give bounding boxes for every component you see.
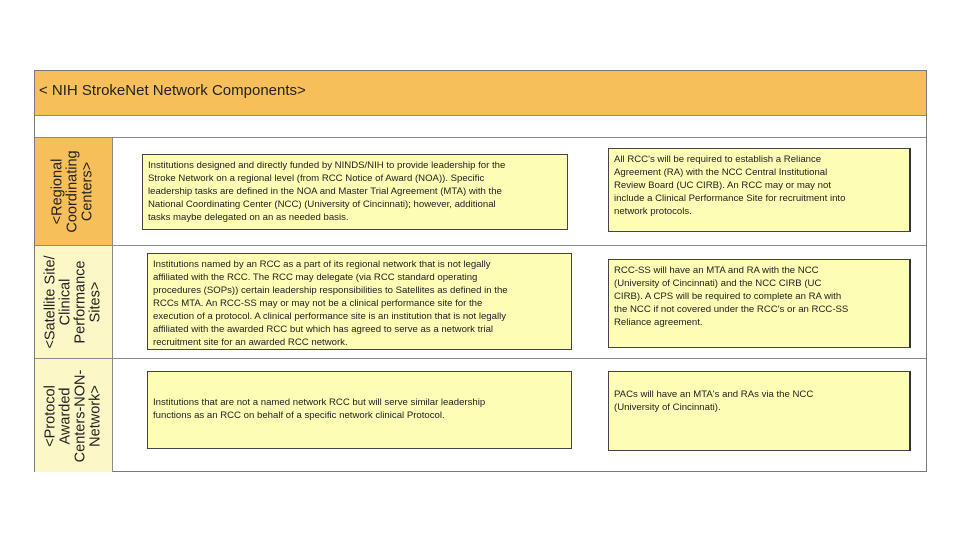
side-header-regional — [35, 138, 113, 245]
side-label-line: Performance — [72, 260, 89, 344]
side-label-line: Awarded — [57, 387, 74, 444]
side-label — [44, 255, 104, 348]
description-box: Institutions that are not a named network RCC but will serve similar leadership functions as an RCC on behalf of a specific network clinical Protocol. — [147, 371, 572, 449]
row-satellite-sites — [35, 246, 926, 359]
agreement-box: RCC-SS will have an MTA and RA with the NCC (University of Cincinnati) and the NCC CIRB (UC CIRB). A CPS will be required to complete an RA with the NCC if not covered under the RCC's or an RCC-SS Reliance agreement. — [608, 259, 911, 348]
agreement-box: PACs will have an MTA's and RAs via the NCC (University of Cincinnati). — [608, 371, 911, 451]
side-label-line: Network> — [87, 384, 104, 447]
side-label-line: <Regional — [50, 158, 67, 225]
row-regional-coordinating-centers — [35, 138, 926, 246]
spacer-row — [35, 116, 926, 138]
side-label — [51, 150, 96, 232]
side-header-satellite — [35, 246, 113, 358]
side-label-line: <Satellite Site/ — [42, 255, 59, 349]
side-label-line: <Protocol — [42, 384, 59, 447]
side-label-line: Clinical — [57, 278, 74, 326]
side-label-line: Sites> — [87, 281, 104, 323]
title-bar — [35, 71, 926, 116]
side-label-line: Centers-NON- — [72, 369, 89, 462]
description-box: Institutions designed and directly funded by NINDS/NIH to provide leadership for the Stroke Network on a regional level (from RCC Notice of Award (NOA)). Specific leadership tasks are defined in the NOA and Master Trial Agreement (MTA) with the National Coordinating Center (NCC) (University of Cincinnati); however, additional tasks maybe delegated on an as needed basis. — [142, 154, 568, 230]
agreement-box: All RCC's will be required to establish a Reliance Agreement (RA) with the NCC Central Institutional Review Board (UC CIRB). An RCC may or may not include a Clinical Performance Site for recruitment into network protocols. — [608, 148, 911, 232]
description-box: Institutions named by an RCC as a part of its regional network that is not legally affiliated with the RCC. The RCC may delegate (via RCC standard operating procedures (SOPs)) certain leadership responsibilities to Satellites as defined in the RCCs MTA. An RCC-SS may or may not be a clinical performance site for the execution of a protocol. A clinical performance site is an institution that is not legally affiliated with the awarded RCC but which has agreed to serve as a network trial recruitment site for an awarded RCC network. — [147, 253, 572, 350]
side-label-line: Centers> — [80, 161, 97, 222]
side-label — [44, 369, 104, 462]
side-label-line: Coordinating — [65, 150, 82, 233]
side-header-protocol — [35, 359, 113, 472]
network-components-table — [34, 70, 927, 472]
row-protocol-awarded-centers — [35, 359, 926, 472]
page-title: < NIH StrokeNet Network Components> — [39, 82, 306, 99]
